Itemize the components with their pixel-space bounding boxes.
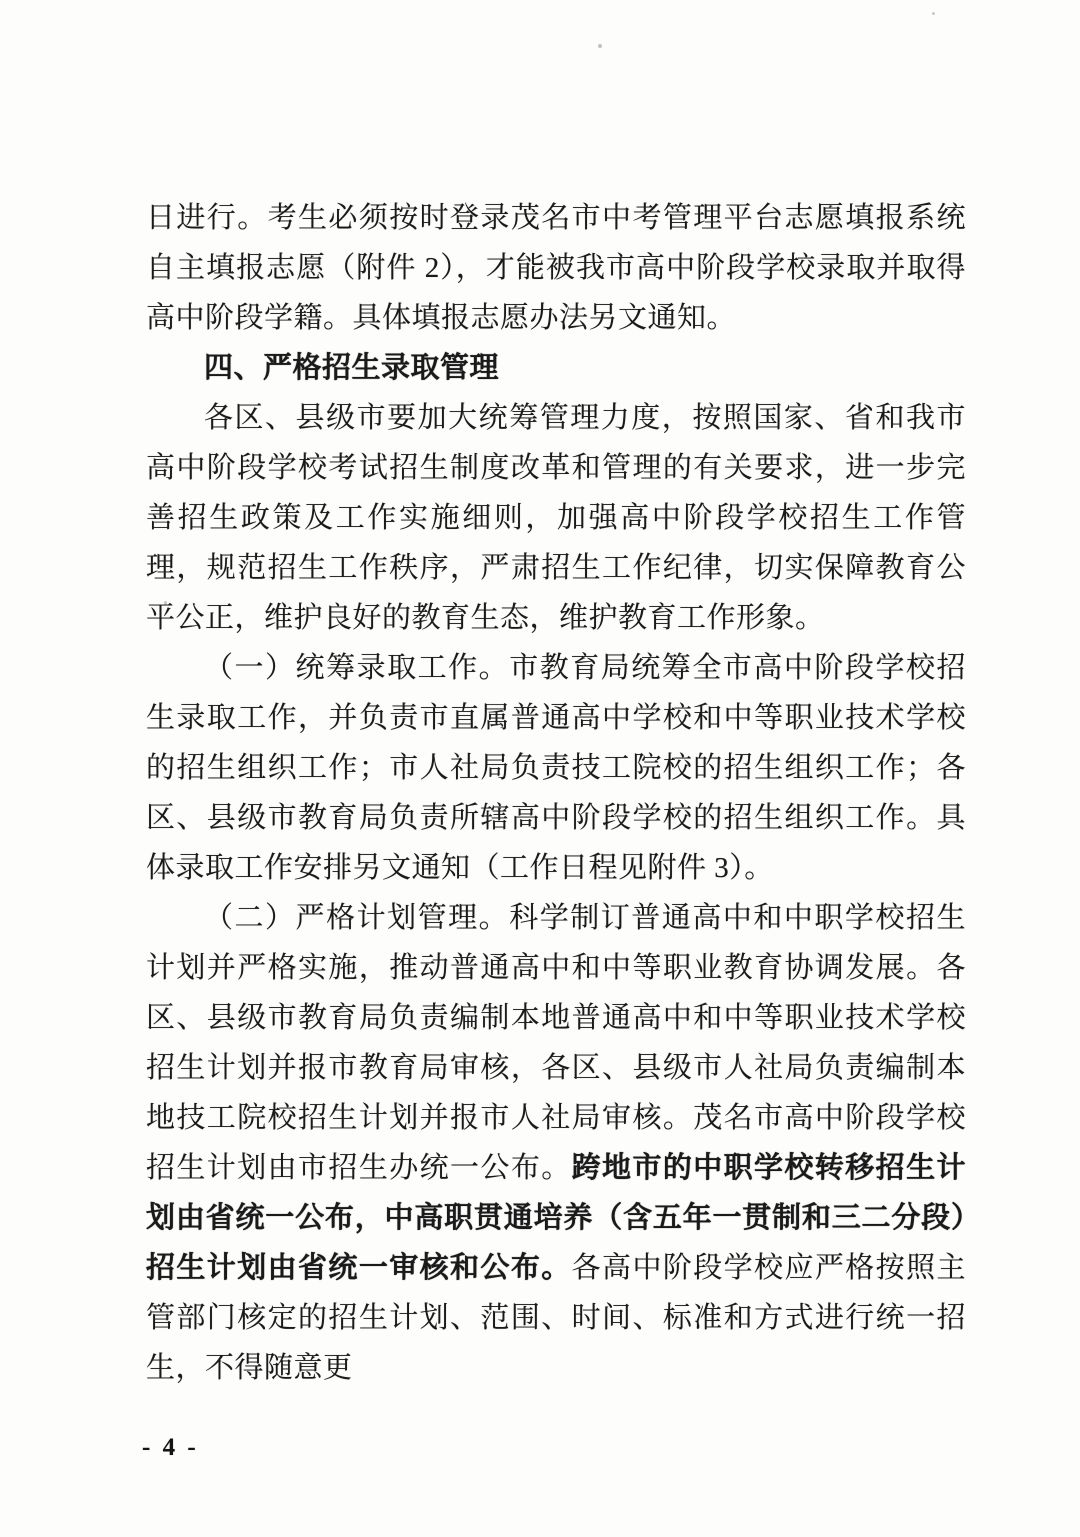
paragraph-item-one <box>146 643 966 893</box>
paragraph-item-two <box>146 893 966 1393</box>
paragraph-continuation <box>146 193 966 343</box>
text-segment: （二）严格计划管理。科学制订普通高中和中职学校招生计划并严格实施，推动普通高中和中等职业教育协调发展。各区、县级市教育局负责编制本地普通高中和中等职业技术学校招生计划并报市教育局审核，各区、县级市人社局负责编制本地技工院校招生计划并报市人社局审核。茂名市高中阶段学校招生计划由市招生办统一公布。 <box>146 902 966 1184</box>
bold-text-segment: 四、严格招生录取管理 <box>204 352 500 384</box>
paragraph-overview <box>146 393 966 643</box>
text-segment: 各高中阶段学校应严格按照主管部门核定的招生计划、范围、时间、标准和方式进行统一招生，不得随意更 <box>146 1252 966 1384</box>
scan-speck <box>598 44 602 48</box>
page-number: - 4 - <box>142 1434 199 1461</box>
bold-text-segment: 跨地市的中职学校转移招生计划由省统一公布，中高职贯通培养（含五年一贯制和三二分段）招生计划由省统一审核和公布。 <box>146 1152 966 1284</box>
heading-section-four <box>146 343 966 393</box>
scan-speck <box>932 12 935 15</box>
text-segment: 各区、县级市要加大统筹管理力度，按照国家、省和我市高中阶段学校考试招生制度改革和管理的有关要求，进一步完善招生政策及工作实施细则，加强高中阶段学校招生工作管理，规范招生工作秩序，严肃招生工作纪律，切实保障教育公平公正，维护良好的教育生态，维护教育工作形象。 <box>146 402 966 634</box>
document-body <box>146 193 966 1393</box>
text-segment: 日进行。考生必须按时登录茂名市中考管理平台志愿填报系统自主填报志愿（附件 2），才能被我市高中阶段学校录取并取得高中阶段学籍。具体填报志愿办法另文通知。 <box>146 202 966 334</box>
text-segment: （一）统筹录取工作。市教育局统筹全市高中阶段学校招生录取工作，并负责市直属普通高中学校和中等职业技术学校的招生组织工作；市人社局负责技工院校的招生组织工作；各区、县级市教育局负责所辖高中阶段学校的招生组织工作。具体录取工作安排另文通知（工作日程见附件 3）。 <box>146 652 966 884</box>
